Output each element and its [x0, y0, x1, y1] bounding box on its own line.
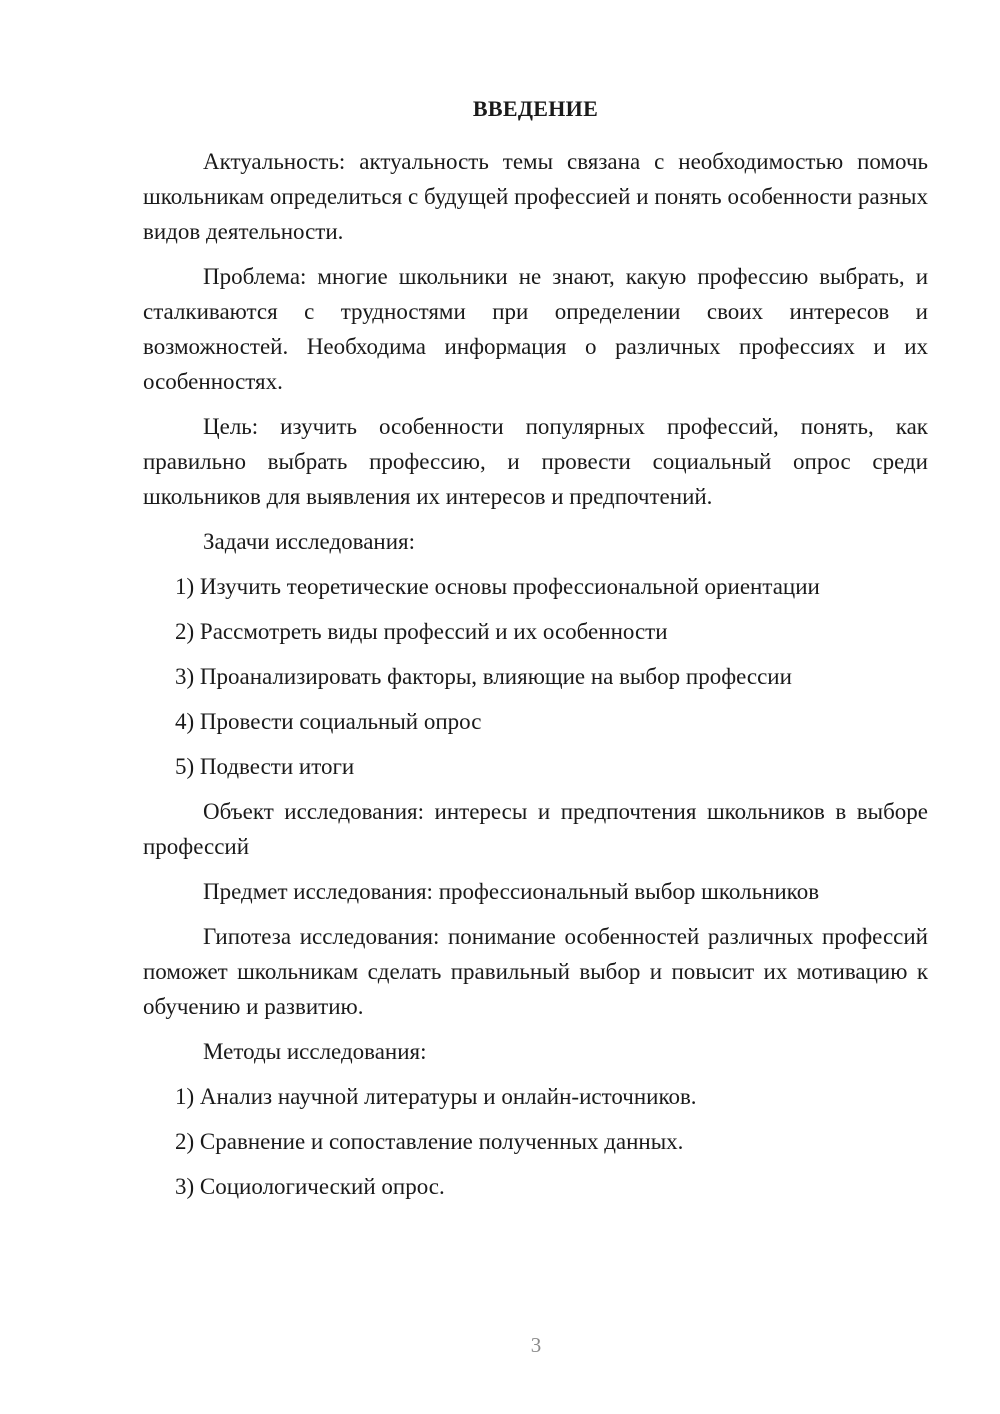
tasks-list [143, 569, 928, 784]
goal-paragraph: Цель: изучить особенности популярных профессий, понять, как правильно выбрать профессию, и провести социальный опрос среди школьников для выявления их интересов и предпочтений. [143, 414, 928, 509]
methods-list [143, 1079, 928, 1204]
problem-paragraph: Проблема: многие школьники не знают, какую профессию выбрать, и сталкиваются с трудностями при определении своих интересов и возможностей. Необходима информация о различных профессиях и их особенностях. [143, 264, 928, 394]
task-item: 5) Подвести итоги [175, 754, 355, 779]
method-item: 2) Сравнение и сопоставление полученных данных. [175, 1129, 684, 1154]
task-item: 4) Провести социальный опрос [175, 709, 482, 734]
task-item: 2) Рассмотреть виды профессий и их особенности [175, 619, 668, 644]
methods-heading: Методы исследования: [203, 1039, 427, 1064]
object-paragraph: Объект исследования: интересы и предпочтения школьников в выборе профессий [143, 799, 928, 859]
page-number: 3 [530, 1333, 542, 1357]
method-item: 1) Анализ научной литературы и онлайн-источников. [175, 1084, 697, 1109]
tasks-heading: Задачи исследования: [203, 529, 416, 554]
task-item: 3) Проанализировать факторы, влияющие на выбор профессии [175, 664, 792, 689]
section-title: ВВЕДЕНИЕ [472, 96, 599, 121]
task-item: 1) Изучить теоретические основы профессиональной ориентации [175, 574, 820, 599]
relevance-paragraph: Актуальность: актуальность темы связана с необходимостью помочь школьникам определиться с будущей профессией и понять особенности разных видов деятельности. [143, 149, 928, 244]
page-content [143, 94, 928, 1214]
hypothesis-paragraph: Гипотеза исследования: понимание особенностей различных профессий поможет школьникам сделать правильный выбор и повысит их мотивацию к обучению и развитию. [143, 924, 928, 1019]
method-item: 3) Социологический опрос. [175, 1174, 445, 1199]
subject-paragraph: Предмет исследования: профессиональный выбор школьников [203, 879, 820, 904]
